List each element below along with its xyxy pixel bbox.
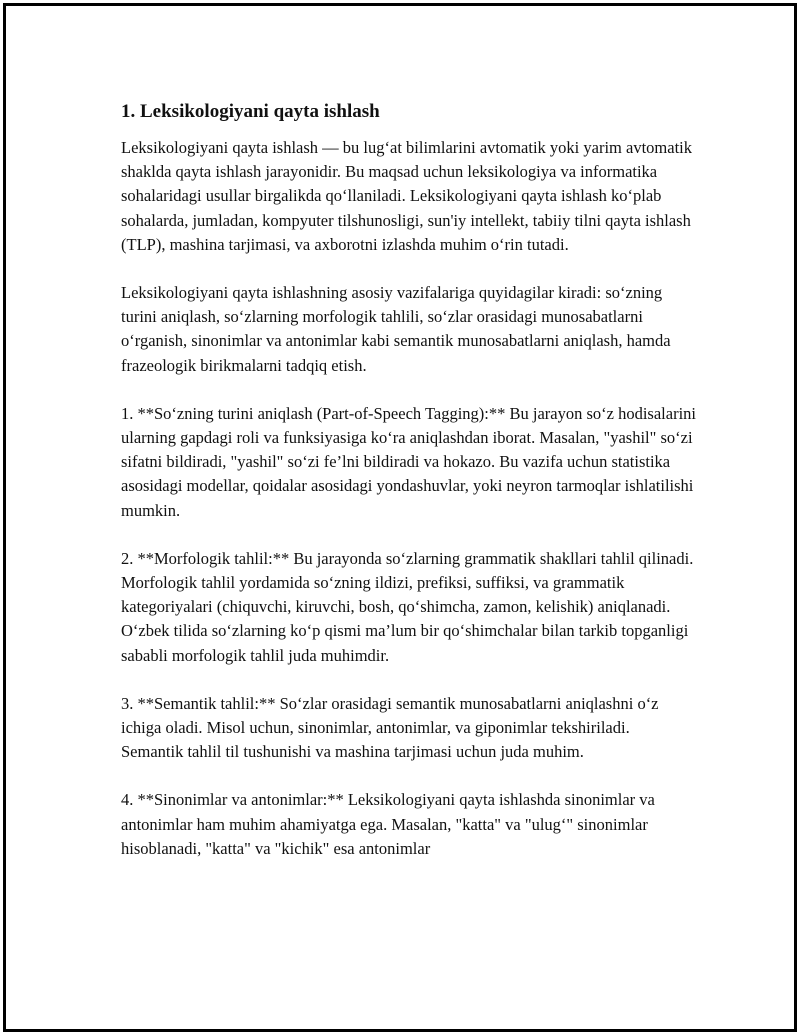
paragraph-morphology: 2. **Morfologik tahlil:** Bu jarayonda so‘zlarning grammatik shakllari tahlil qilinadi. Morfologik tahlil yordamida so‘zning ildizi, prefiksi, suffiksi, va grammatik kategoriyalari (chiquvchi, kiruvchi, bosh, qo‘shimcha, zamon, kelishik) aniqlanadi. O‘zbek tilida so‘zlarning ko‘p qismi ma’lum bir qo‘shimchalar bilan tarkib topganligi sababli morfologik tahlil juda muhimdir.	[121, 548, 694, 665]
paragraph-tasks: Leksikologiyani qayta ishlashning asosiy vazifalariga quyidagilar kiradi: so‘zning turini aniqlash, so‘zlarning morfologik tahlili, so‘zlar orasidagi munosabatlarni o‘rganish, sinonimlar va antonimlar kabi semantik munosabatlarni aniqlash, hamda frazeologik birikmalarni tadqiq etish.	[121, 283, 671, 375]
section-heading: 1. Leksikologiyani qayta ishlash	[121, 101, 380, 122]
document-body	[121, 100, 696, 885]
paragraph-intro: Leksikologiyani qayta ishlash — bu lug‘at bilimlarini avtomatik yoki yarim avtomatik shaklda qayta ishlash jarayonidir. Bu maqsad uchun leksikologiya va informatika sohalaridagi usullar birgalikda qo‘llaniladi. Leksikologiyani qayta ishlash ko‘plab sohalarda, jumladan, kompyuter tilshunosligi, sun'iy intellekt, tabiiy tilni qayta ishlash (TLP), mashina tarjimasi, va axborotni izlashda muhim o‘rin tutadi.	[121, 138, 692, 254]
paragraph-synonyms: 4. **Sinonimlar va antonimlar:** Leksikologiyani qayta ishlashda sinonimlar va antonimlar ham muhim ahamiyatga ega. Masalan, "katta" va "ulug‘" sinonimlar hisoblanadi, "katta" va "kichik" esa antonimlar	[121, 790, 655, 858]
paragraph-pos-tagging: 1. **So‘zning turini aniqlash (Part-of-Speech Tagging):** Bu jarayon so‘z hodisalarini ularning gapdagi roli va funksiyasiga ko‘ra aniqlashdan iborat. Masalan, "yashil" so‘zi sifatni bildiradi, "yashil" so‘zi fe’lni bildiradi va hokazo. Bu vazifa uchun statistika asosidagi modellar, qoidalar asosidagi yondashuvlar, yoki neyron tarmoqlar ishlatilishi mumkin.	[121, 403, 697, 520]
page-frame	[3, 3, 797, 1032]
paragraph-semantics: 3. **Semantik tahlil:** So‘zlar orasidagi semantik munosabatlarni aniqlashni o‘z ichiga oladi. Misol uchun, sinonimlar, antonimlar, va giponimlar tekshiriladi. Semantik tahlil til tushunishi va mashina tarjimasi uchun juda muhim.	[121, 693, 659, 762]
